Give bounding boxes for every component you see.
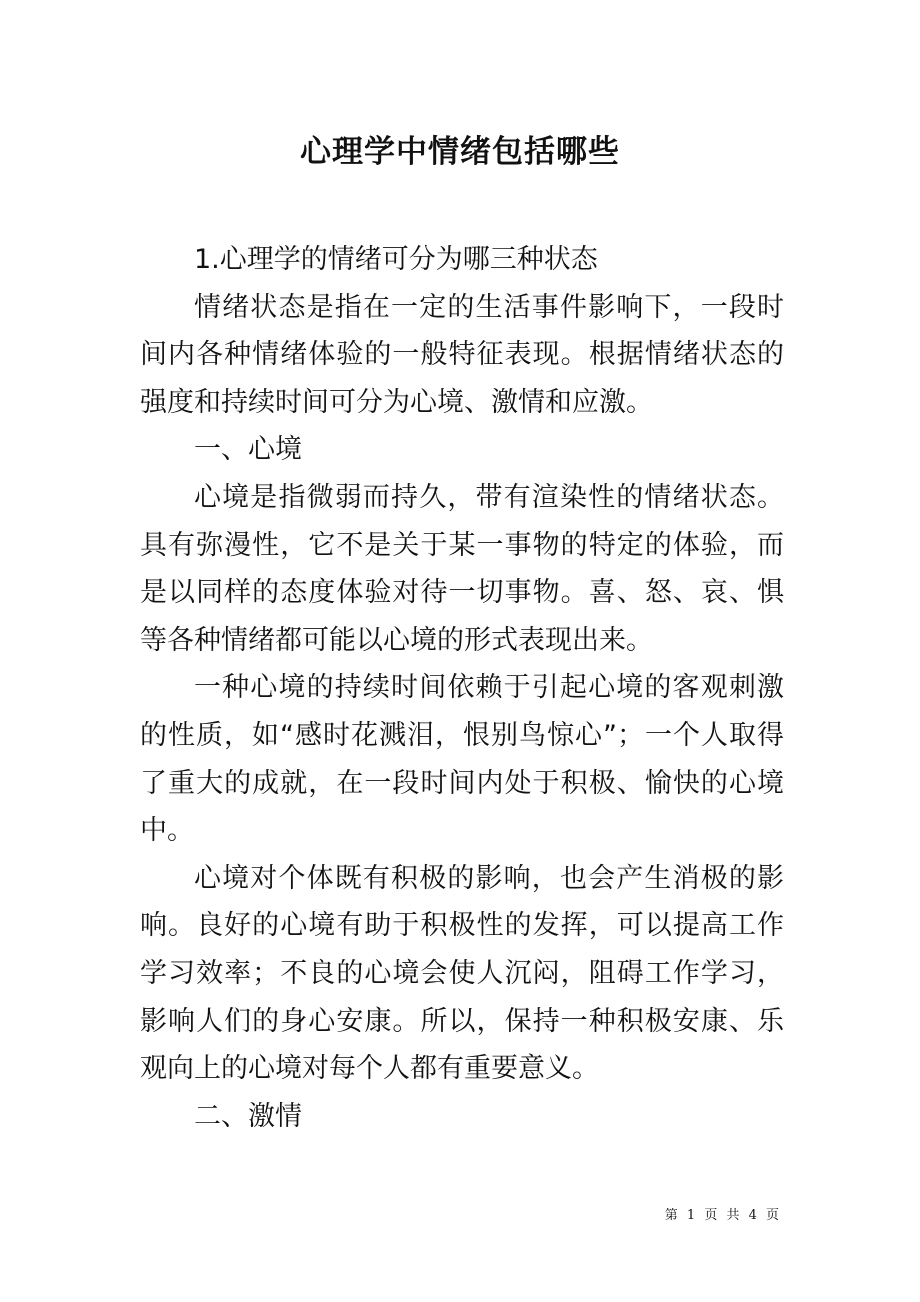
paragraph: 心境对个体既有积极的影响，也会产生消极的影响。良好的心境有助于积极性的发挥，可以提高工作学习效率；不良的心境会使人沉闷，阻碍工作学习，影响人们的身心安康。所以，保持一种积极安康、乐观向上的心境对每个人都有重要意义。 <box>140 862 784 1085</box>
paragraph: 情绪状态是指在一定的生活事件影响下，一段时间内各种情绪体验的一般特征表现。根据情绪状态的强度和持续时间可分为心境、激情和应激。 <box>140 291 784 418</box>
document-title: 心理学中情绪包括哪些 <box>300 134 620 170</box>
paragraph: 心境是指微弱而持久，带有渲染性的情绪状态。具有弥漫性，它不是关于某一事物的特定的体验，而是以同样的态度体验对待一切事物。喜、怒、哀、惧等各种情绪都可能以心境的形式表现出来。 <box>140 481 784 656</box>
section-heading: 二、激情 <box>194 1100 302 1132</box>
section-heading: 一、心境 <box>194 434 302 466</box>
section-heading: 1.心理学的情绪可分为哪三种状态 <box>194 244 598 275</box>
document-body <box>140 236 784 1140</box>
page-number-footer: 第 1 页 共 4 页 <box>664 1208 780 1223</box>
paragraph: 一种心境的持续时间依赖于引起心境的客观刺激的性质，如“感时花溅泪，恨别鸟惊心”；一个人取得了重大的成就，在一段时间内处于积极、愉快的心境中。 <box>140 672 784 847</box>
